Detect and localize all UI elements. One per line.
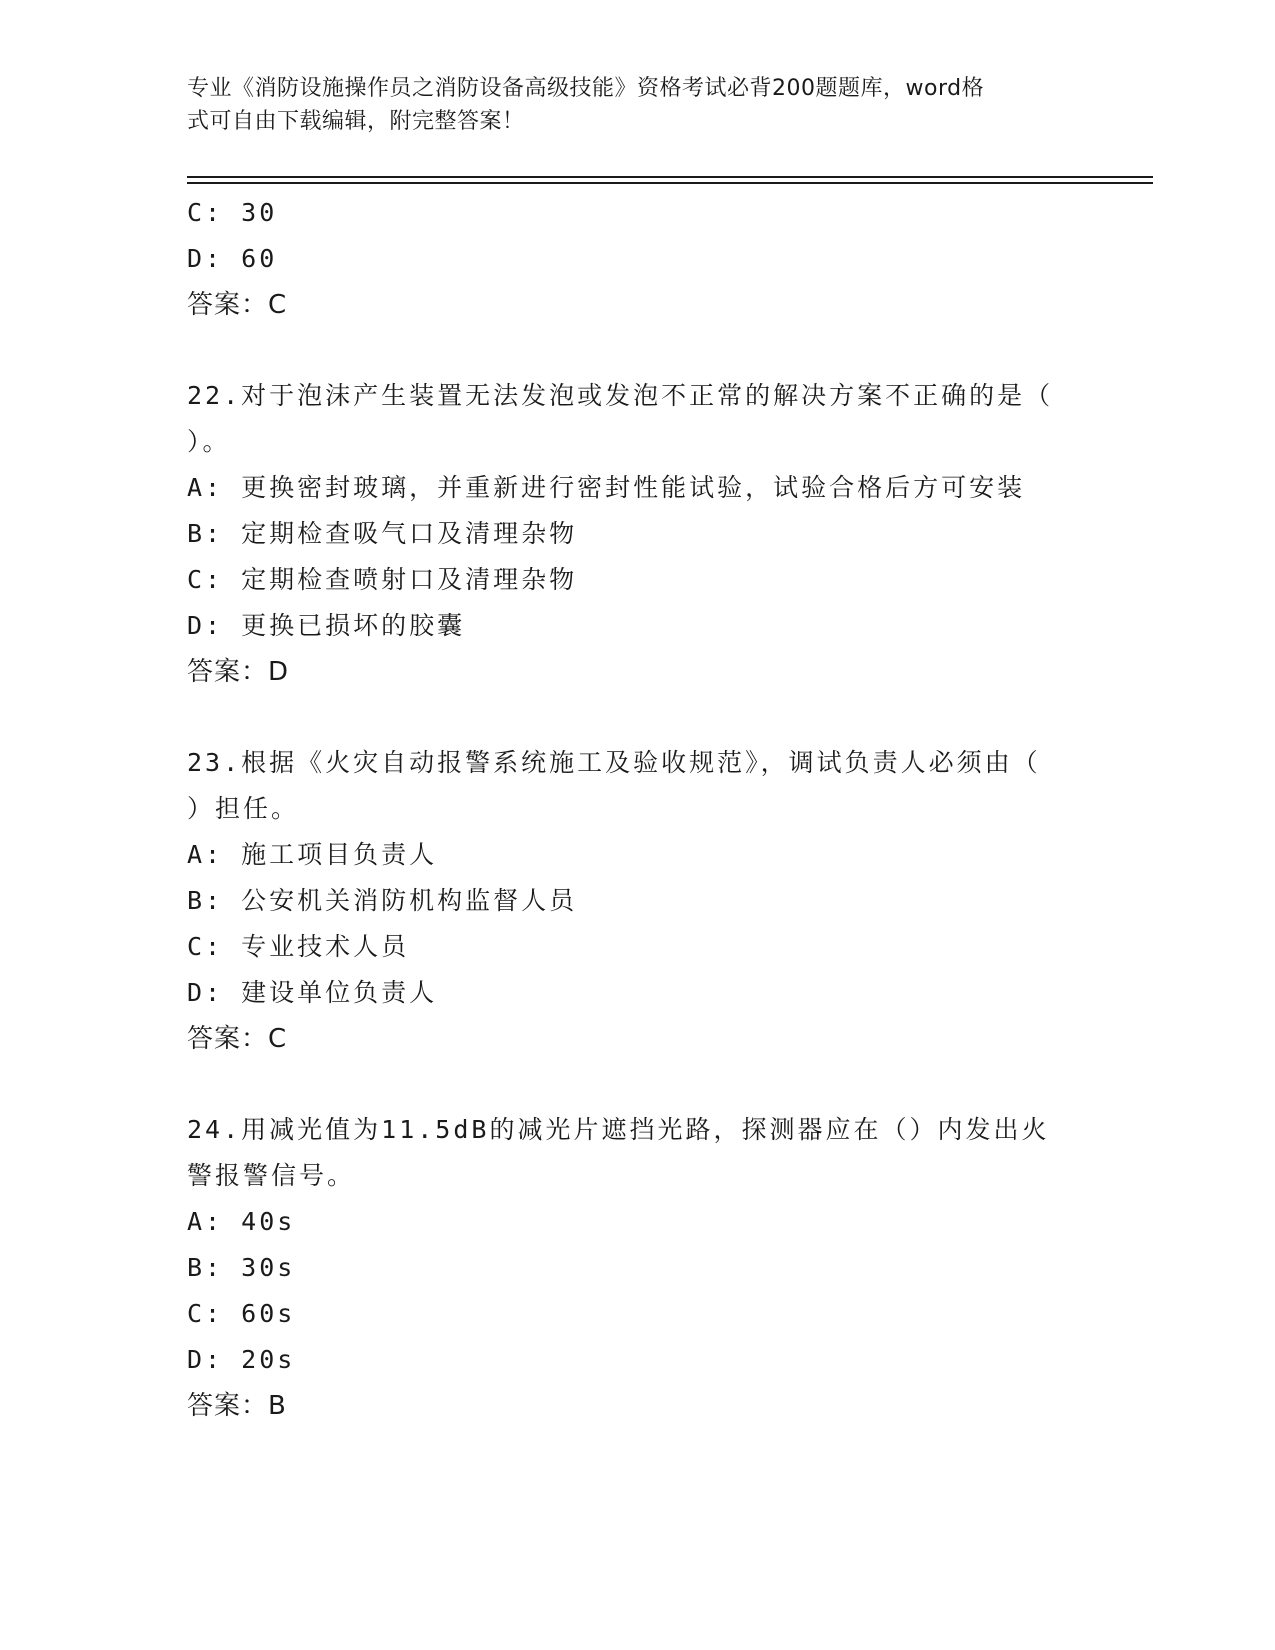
- answer-label: 答案：D: [187, 657, 290, 687]
- option-c: C: 专业技术人员: [187, 932, 410, 961]
- header-title-line-1: 专业《消防设施操作员之消防设备高级技能》资格考试必背200题题库，word格: [187, 76, 985, 101]
- option-d: D: 20s: [187, 1345, 296, 1374]
- document-header: [187, 72, 1067, 138]
- header-title-line-2: 式可自由下载编辑，附完整答案！: [187, 109, 525, 134]
- option-b: B: 公安机关消防机构监督人员: [187, 886, 578, 915]
- option-b: B: 定期检查吸气口及清理杂物: [187, 519, 578, 548]
- option-d: D: 60: [187, 244, 278, 273]
- option-a: A: 40s: [187, 1207, 296, 1236]
- question-stem: 22.对于泡沫产生装置无法发泡或发泡不正常的解决方案不正确的是（: [187, 381, 1054, 410]
- question-22: [187, 373, 1087, 695]
- option-b: B: 30s: [187, 1253, 296, 1282]
- question-stem-continued: ）。: [187, 427, 231, 456]
- question-list: [187, 190, 1087, 1429]
- option-a: A: 施工项目负责人: [187, 840, 438, 869]
- option-c: C: 60s: [187, 1299, 296, 1328]
- header-divider-top: [187, 176, 1153, 178]
- option-a: A: 更换密封玻璃，并重新进行密封性能试验，试验合格后方可安装: [187, 473, 1026, 502]
- question-stem-continued: ）担任。: [187, 794, 300, 823]
- question-21-continued: [187, 190, 1087, 328]
- answer-label: 答案：C: [187, 1024, 288, 1054]
- question-stem: 23.根据《火灾自动报警系统施工及验收规范》，调试负责人必须由（: [187, 748, 1041, 777]
- answer-label: 答案：B: [187, 1391, 287, 1421]
- question-23: [187, 740, 1087, 1062]
- header-divider-bottom: [187, 182, 1153, 184]
- answer-label: 答案：C: [187, 290, 288, 320]
- option-c: C: 30: [187, 198, 278, 227]
- question-stem: 24.用减光值为11.5dB的减光片遮挡光路，探测器应在（）内发出火: [187, 1115, 1050, 1144]
- option-d: D: 建设单位负责人: [187, 978, 438, 1007]
- question-stem-continued: 警报警信号。: [187, 1161, 356, 1190]
- option-d: D: 更换已损坏的胶囊: [187, 611, 466, 640]
- option-c: C: 定期检查喷射口及清理杂物: [187, 565, 578, 594]
- question-24: [187, 1107, 1087, 1429]
